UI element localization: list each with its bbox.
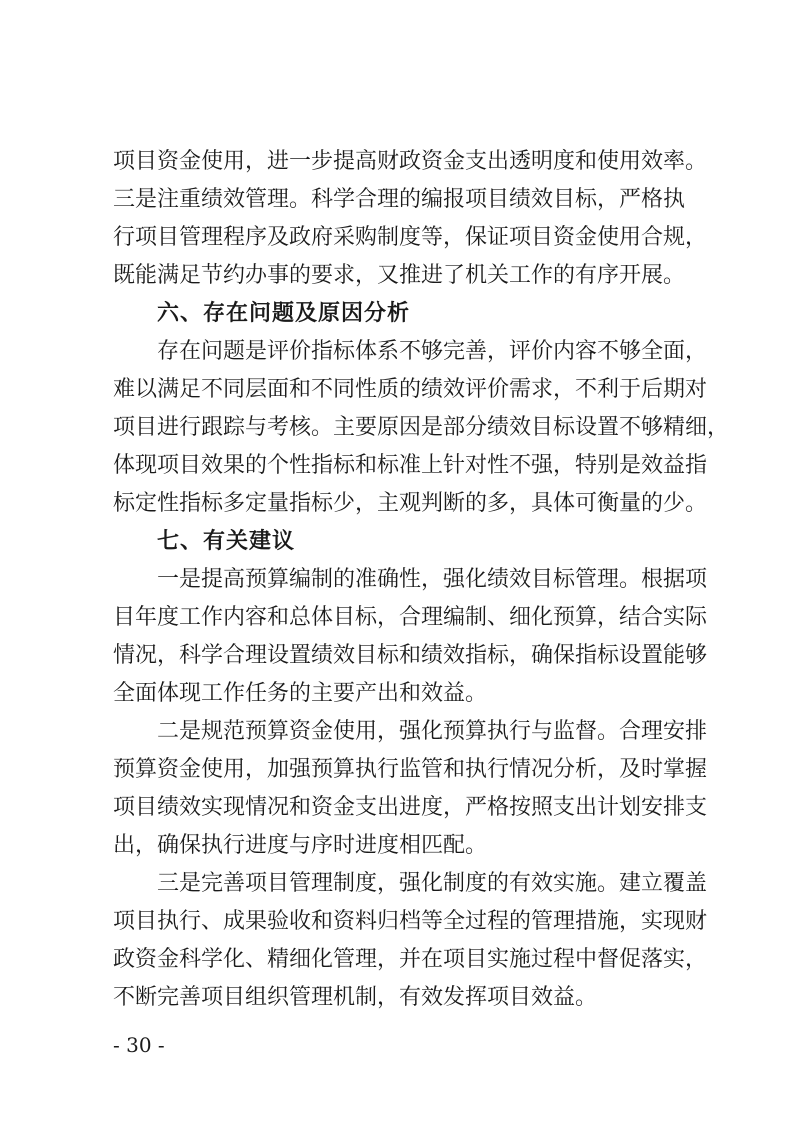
body-line: 既能满足节约办事的要求，又推进了机关工作的有序开展。: [113, 263, 686, 288]
body-line: 不断完善项目组织管理机制，有效发挥项目效益。: [113, 985, 598, 1010]
body-line: 标定性指标多定量指标少，主观判断的多，具体可衡量的少。: [113, 491, 708, 516]
body-line: 项目资金使用，进一步提高财政资金支出透明度和使用效率。: [113, 149, 708, 174]
section-heading-6: 六、存在问题及原因分析: [157, 301, 411, 326]
body-line: 二是规范预算资金使用，强化预算执行与监督。合理安排: [157, 719, 708, 744]
body-line: 体现项目效果的个性指标和标准上针对性不强，特别是效益指: [113, 453, 708, 478]
body-line: 项目执行、成果验收和资料归档等全过程的管理措施，实现财: [113, 909, 708, 934]
body-line: 目年度工作内容和总体目标，合理编制、细化预算，结合实际: [113, 605, 708, 630]
body-line: 项目绩效实现情况和资金支出进度，严格按照支出计划安排支: [113, 795, 708, 820]
body-line: 三是注重绩效管理。科学合理的编报项目绩效目标，严格执: [113, 187, 686, 212]
body-line: 一是提高预算编制的准确性，强化绩效目标管理。根据项: [157, 567, 708, 592]
body-line: 存在问题是评价指标体系不够完善，评价内容不够全面，: [157, 339, 708, 364]
body-line: 全面体现工作任务的主要产出和效益。: [113, 681, 488, 706]
body-line: 预算资金使用，加强预算执行监管和执行情况分析，及时掌握: [113, 757, 708, 782]
body-line: 三是完善项目管理制度，强化制度的有效实施。建立覆盖: [157, 871, 708, 896]
body-line: 项目进行跟踪与考核。主要原因是部分绩效目标设置不够精细，: [113, 415, 730, 440]
body-line: 情况，科学合理设置绩效目标和绩效指标，确保指标设置能够: [113, 643, 708, 668]
page-number: - 30 -: [113, 1033, 165, 1057]
body-line: 出，确保执行进度与序时进度相匹配。: [113, 833, 488, 858]
body-line: 政资金科学化、精细化管理，并在项目实施过程中督促落实，: [113, 947, 708, 972]
section-heading-7: 七、有关建议: [157, 529, 296, 554]
body-line: 难以满足不同层面和不同性质的绩效评价需求，不利于后期对: [113, 377, 708, 402]
body-line: 行项目管理程序及政府采购制度等，保证项目资金使用合规，: [113, 225, 708, 250]
